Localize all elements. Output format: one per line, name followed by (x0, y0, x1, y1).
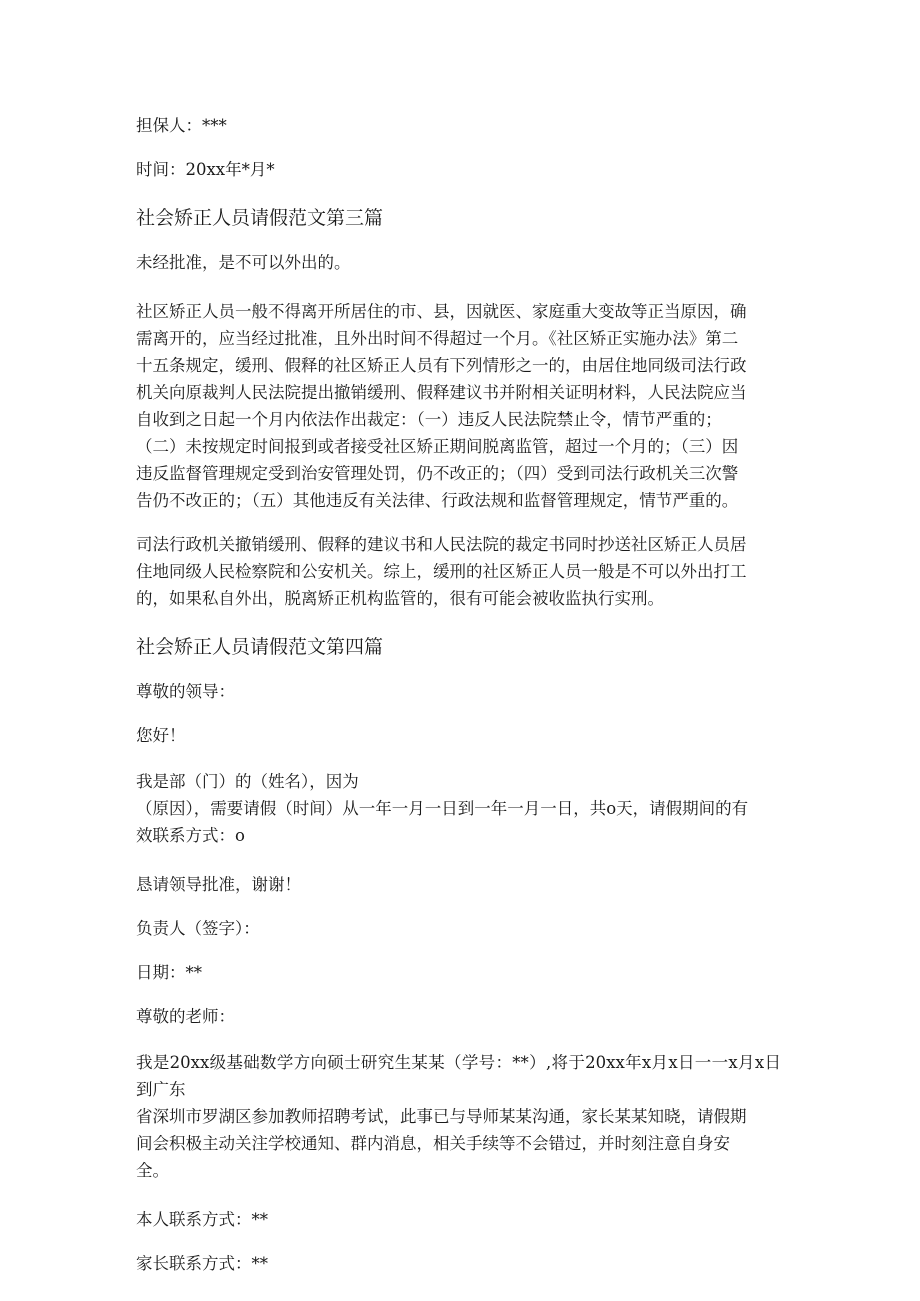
paragraph-regulation (136, 298, 781, 514)
paragraph-line: 需离开的，应当经过批准，且外出时间不得超过一个月。《社区矫正实施办法》第二 (136, 329, 739, 348)
paragraph-line: 十五条规定，缓刑、假释的社区矫正人员有下列情形之一的，由居住地同级司法行政 (136, 356, 747, 375)
signer-line: 负责人（签字）： (136, 919, 260, 938)
date-line: 日期：** (136, 963, 202, 982)
greeting-leader: 尊敬的领导： (136, 682, 235, 701)
paragraph-line: 司法行政机关撤销缓刑、假释的建议书和人民法院的裁定书同时抄送社区矫正人员居 (136, 535, 747, 554)
paragraph-line: （原因），需要请假（时间）从一年一月一日到一年一月一日，共o天，请假期间的有 (136, 799, 749, 818)
document-page (136, 112, 781, 1294)
paragraph-line: 效联系方式：o (136, 826, 245, 845)
paragraph-line: 全。 (136, 1161, 169, 1180)
paragraph-line: 间会积极主动关注学校通知、群内消息，相关手续等不会错过，并时刻注意自身安 (136, 1134, 730, 1153)
paragraph-line: 机关向原裁判人民法院提出撤销缓刑、假释建议书并附相关证明材料，人民法院应当 (136, 383, 747, 402)
paragraph-line: 我是20xx级基础数学方向硕士研究生某某（学号：**）,将于20xx年x月x日一一x月x日到广东 (136, 1053, 781, 1099)
paragraph-student-leave (136, 1049, 781, 1184)
hello-line: 您好！ (136, 726, 186, 745)
section-heading-3: 社会矫正人员请假范文第三篇 (136, 207, 384, 229)
paragraph-line: 住地同级人民检察院和公安机关。综上，缓刑的社区矫正人员一般是不可以外出打工 (136, 562, 747, 581)
paragraph-intro: 未经批准，是不可以外出的。 (136, 253, 351, 272)
paragraph-line: 告仍不改正的；（五）其他违反有关法律、行政法规和监督管理规定，情节严重的。 (136, 491, 739, 510)
paragraph-line: （二）未按规定时间报到或者接受社区矫正期间脱离监管，超过一个月的；（三）因 (136, 437, 739, 456)
paragraph-line: 的，如果私自外出，脱离矫正机构监管的，很有可能会被收监执行实刑。 (136, 589, 664, 608)
time-line: 时间：20xx年*月* (136, 160, 275, 179)
paragraph-conclusion (136, 531, 781, 612)
approve-line: 恳请领导批准，谢谢！ (136, 875, 301, 894)
paragraph-line: 自收到之日起一个月内依法作出裁定：（一）违反人民法院禁止令，情节严重的； (136, 410, 722, 429)
guarantor-line: 担保人：*** (136, 116, 227, 135)
greeting-teacher: 尊敬的老师： (136, 1007, 235, 1026)
paragraph-line: 违反监督管理规定受到治安管理处罚，仍不改正的；（四）受到司法行政机关三次警 (136, 464, 739, 483)
section-heading-4: 社会矫正人员请假范文第四篇 (136, 636, 384, 658)
paragraph-line: 社区矫正人员一般不得离开所居住的市、县，因就医、家庭重大变故等正当原因，确 (136, 302, 747, 321)
paragraph-line: 省深圳市罗湖区参加教师招聘考试，此事已与导师某某沟通，家长某某知晓，请假期 (136, 1107, 747, 1126)
self-contact-line: 本人联系方式：** (136, 1210, 268, 1229)
parent-contact-line: 家长联系方式：** (136, 1254, 268, 1273)
paragraph-line: 我是部（门）的（姓名），因为 (136, 772, 359, 791)
paragraph-leave-request (136, 768, 781, 849)
